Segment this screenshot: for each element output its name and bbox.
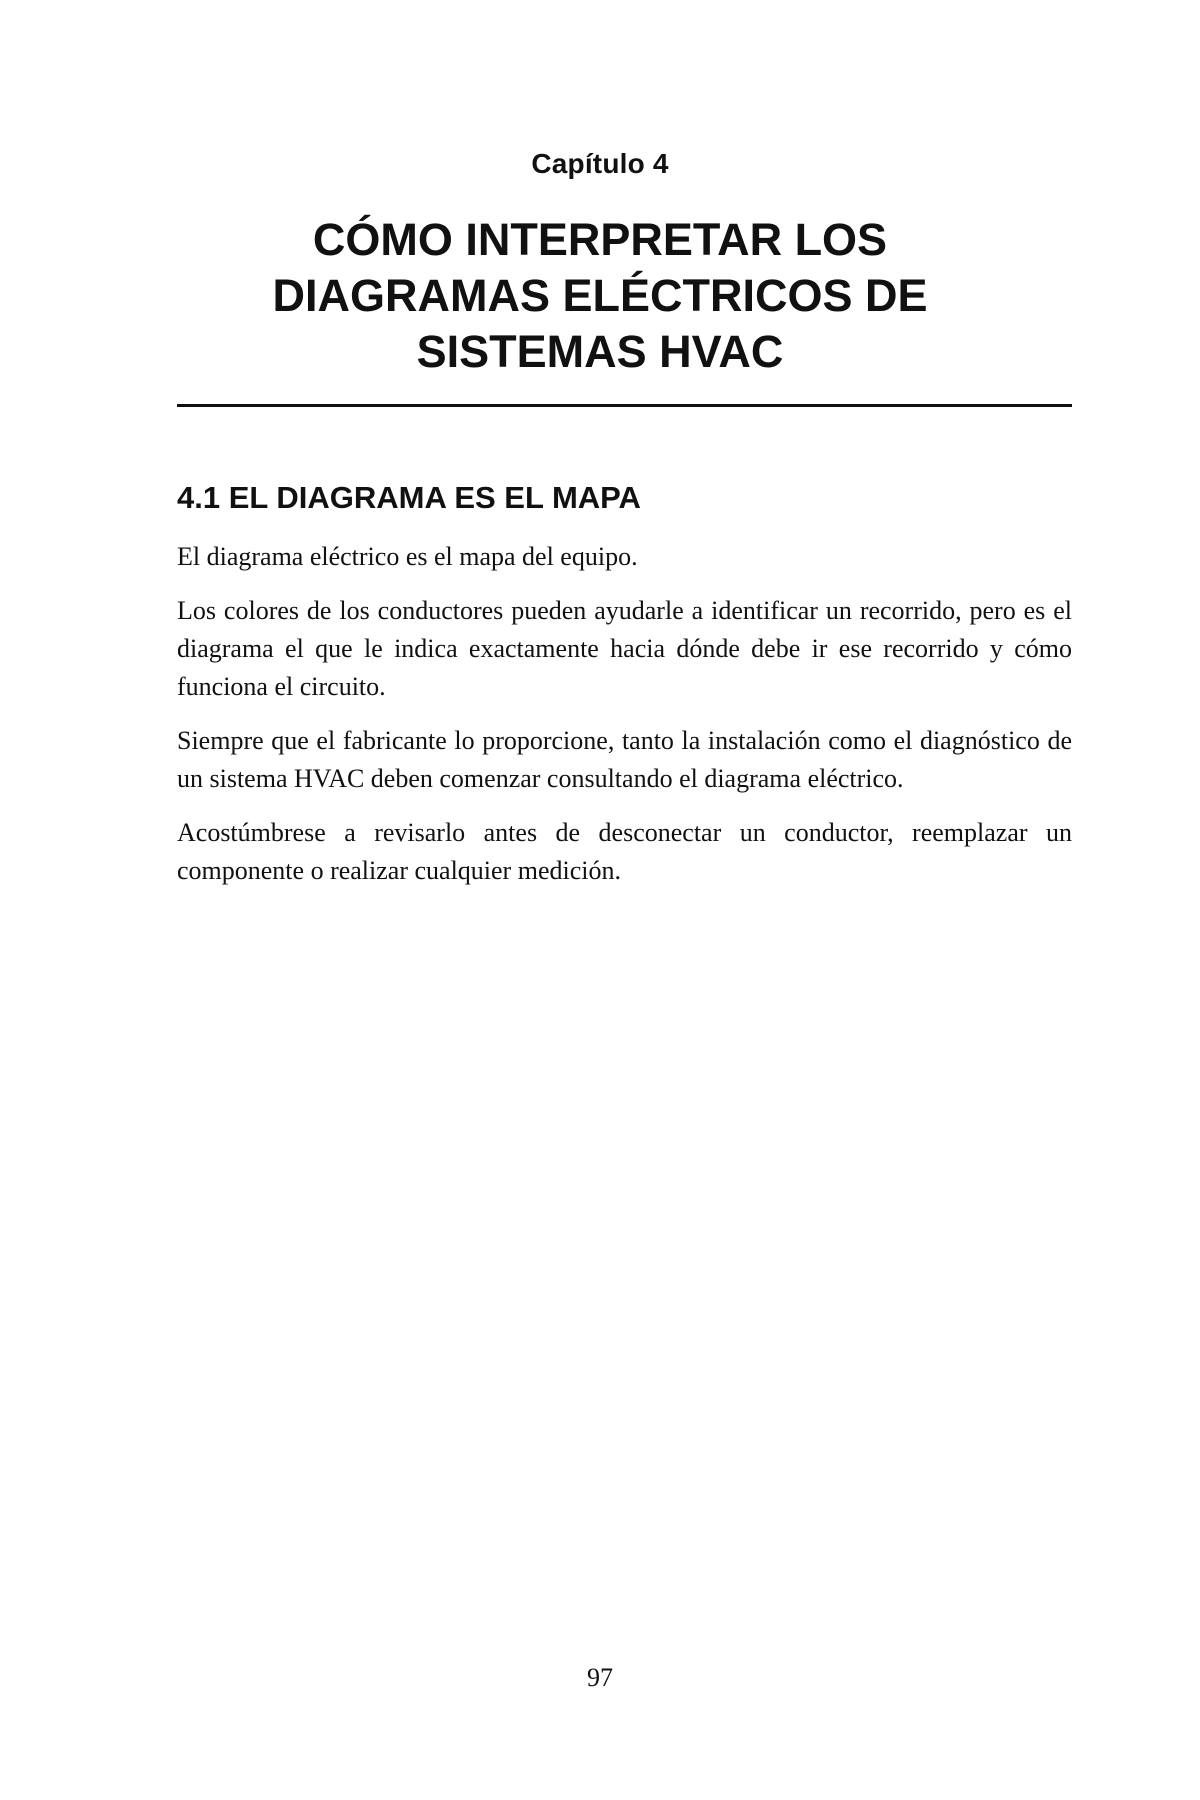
page-number: 97 [587,1663,613,1692]
paragraph: El diagrama eléctrico es el mapa del equipo. [177,542,638,571]
section-heading: 4.1 EL DIAGRAMA ES EL MAPA [177,480,641,515]
paragraph: Acostúmbrese a revisarlo antes de desconectar un conductor, reemplazar un componente o realizar cualquier medición. [177,818,1072,885]
chapter-label: Capítulo 4 [531,148,669,179]
paragraph: Los colores de los conductores pueden ayudarle a identificar un recorrido, pero es el diagrama el que le indica exactamente hacia dónde debe ir ese recorrido y cómo funciona el circuito. [177,596,1072,701]
paragraph: Siempre que el fabricante lo proporcione, tanto la instalación como el diagnóstico de un sistema HVAC deben comenzar consultando el diagrama eléctrico. [177,726,1072,793]
section-body [177,538,1072,906]
title-divider [177,404,1072,407]
chapter-title: CÓMO INTERPRETAR LOS DIAGRAMAS ELÉCTRICOS DE SISTEMAS HVAC [272,214,928,377]
